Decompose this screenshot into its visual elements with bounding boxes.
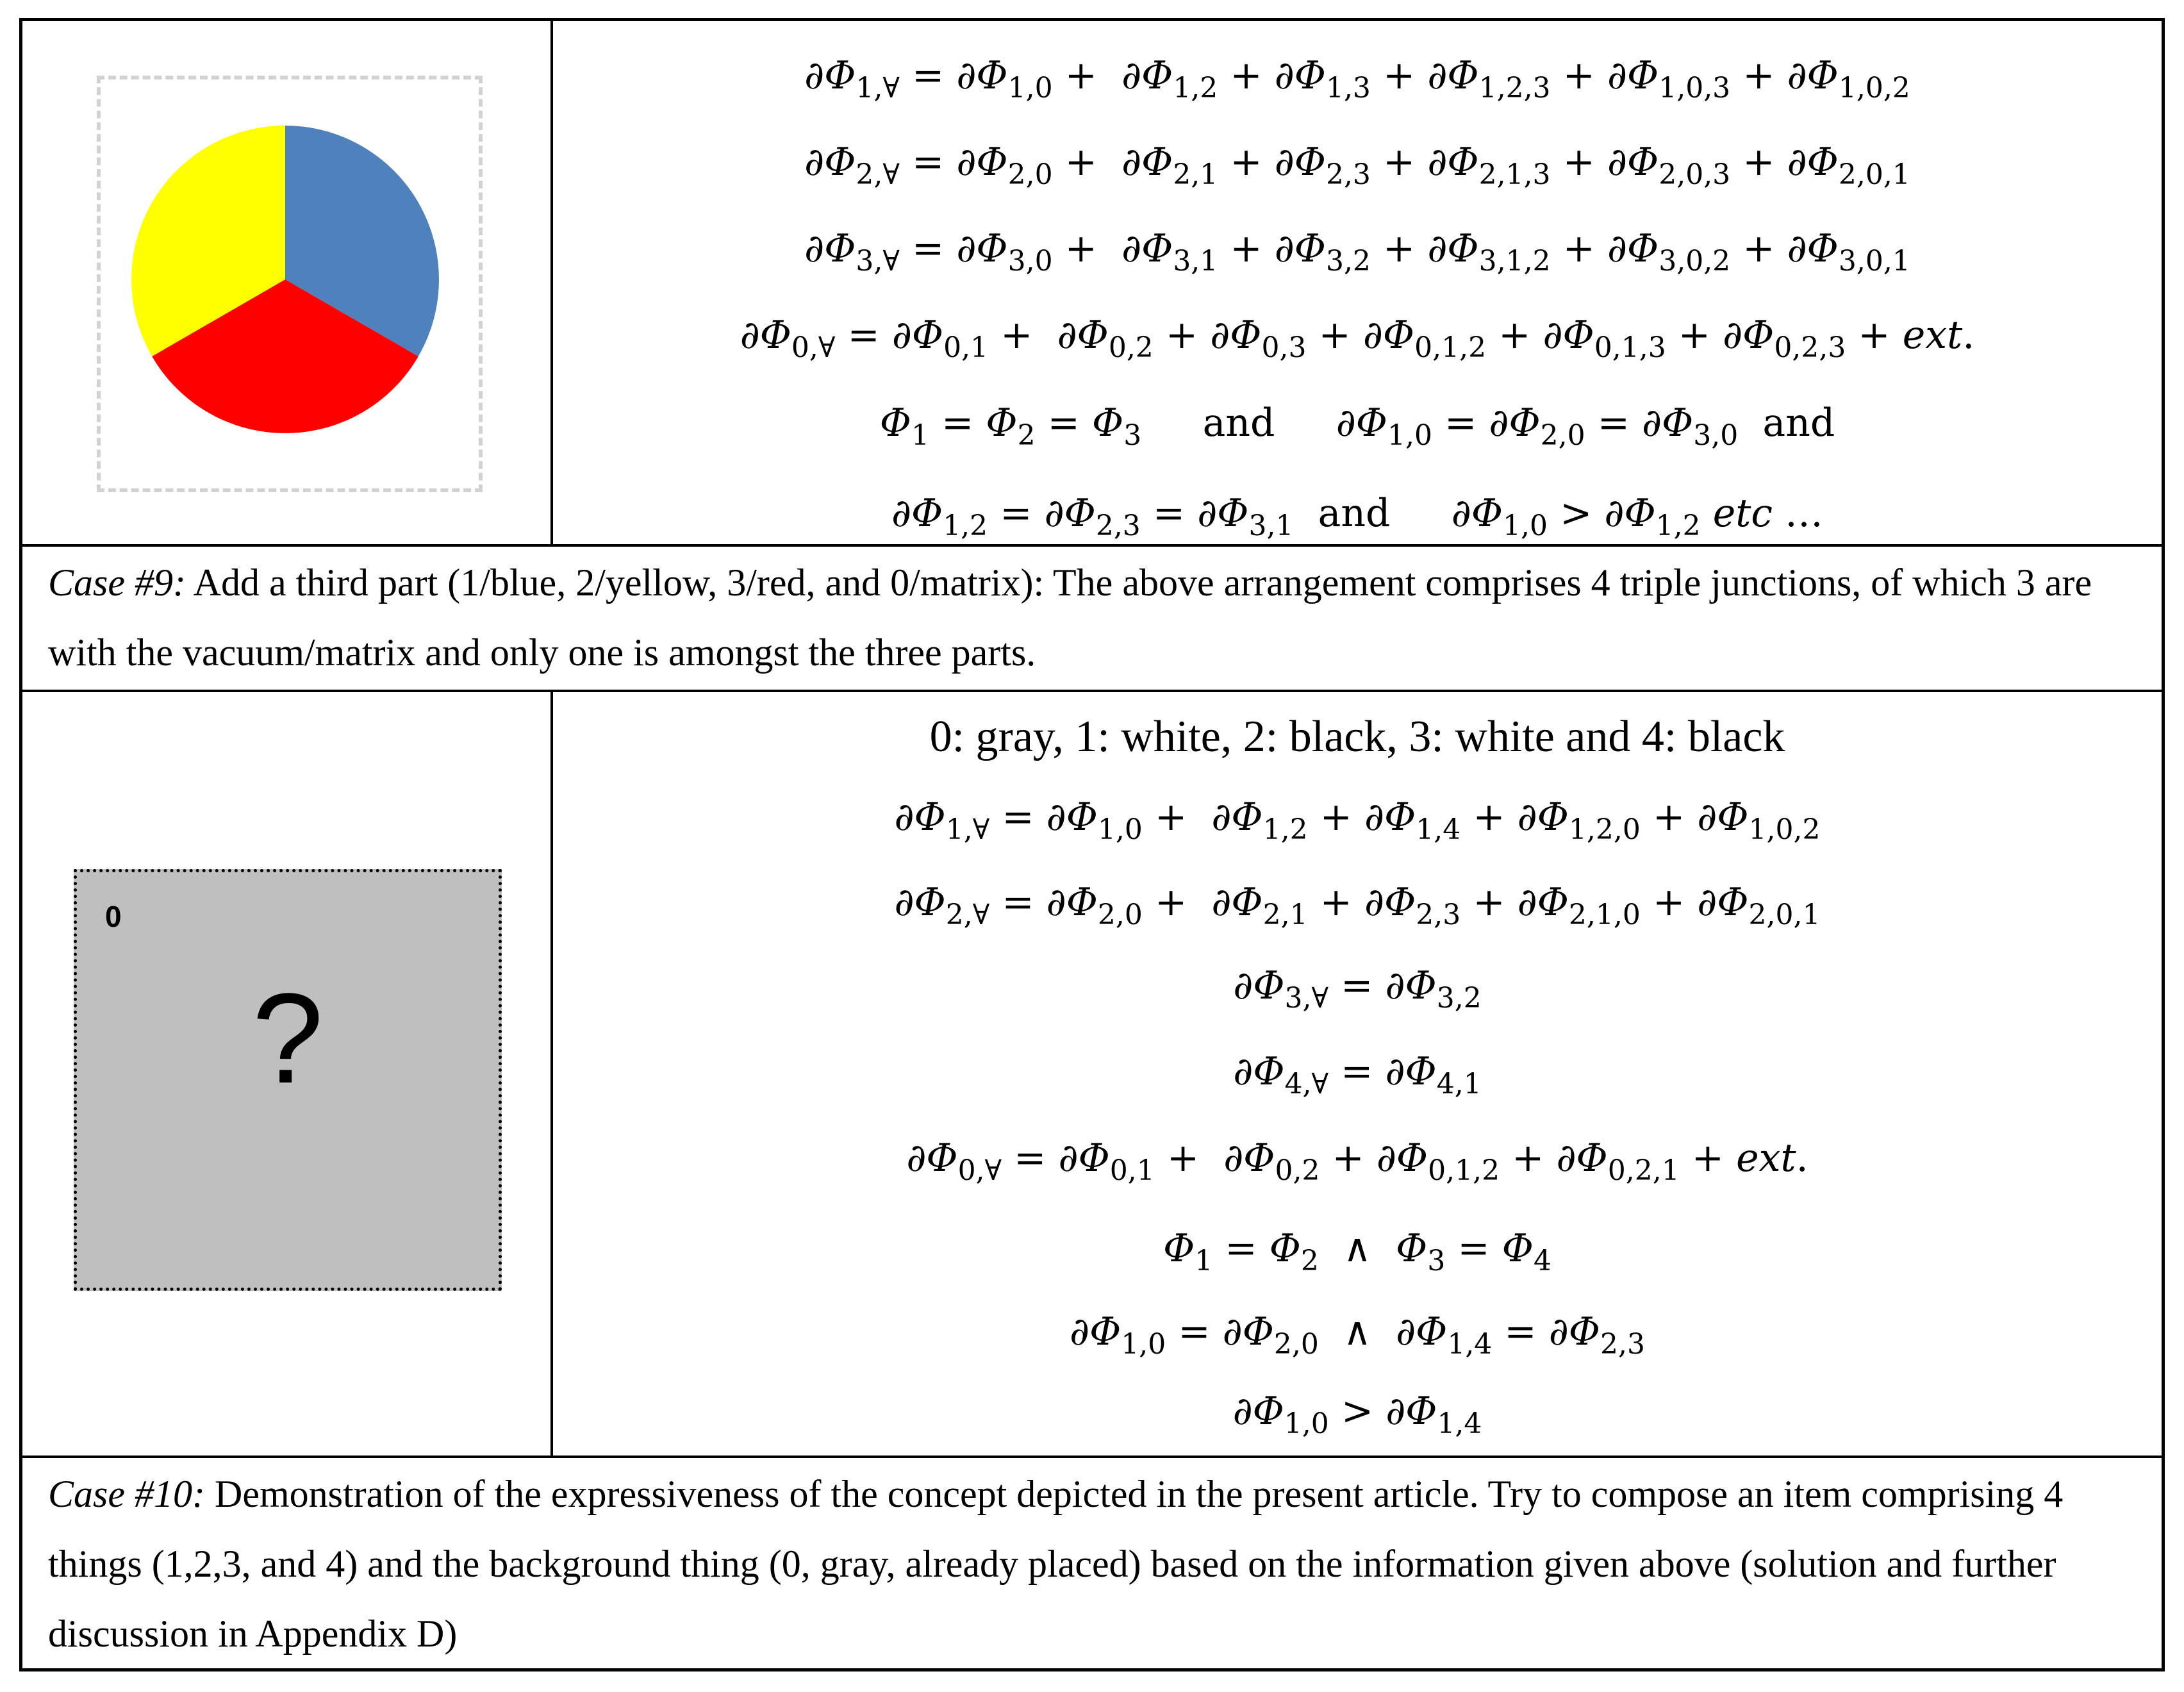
equation-1-3: $\partial\Phi_{3,\forall} = \partial\Phi_{3,0} + \partial\Phi_{3,1} + \partial\Phi_{3,2} + \partial\Phi_{3,1,2} + \partial\Phi_{3,0,2} + \partial\Phi_{3,0,1}$ [804, 226, 1910, 278]
equation-1-4: $\partial\Phi_{0,\forall} = \partial\Phi_{0,1} + \partial\Phi_{0,2} + \partial\Phi_{0,3} + \partial\Phi_{0,1,2} + \partial\Phi_{0,1,3} + \partial\Phi_{0,2,3}$ + ext. [740, 313, 1975, 364]
three-part-pie [131, 126, 452, 446]
case10-row [22, 692, 2162, 1458]
question-box [74, 869, 502, 1291]
case9-caption [48, 548, 2142, 688]
equation-1-2: $\partial\Phi_{2,\forall} = \partial\Phi_{2,0} + \partial\Phi_{2,1} + \partial\Phi_{2,3} + \partial\Phi_{2,1,3} + \partial\Phi_{2,0,3} + \partial\Phi_{2,0,1}$ [804, 140, 1910, 191]
case9-row [22, 21, 2162, 547]
case10-label: Case #10: [48, 1473, 205, 1515]
equation-2-3: $\partial\Phi_{3,\forall} = \partial\Phi_{3,2}$ [1233, 963, 1482, 1015]
figure-table [19, 18, 2165, 1671]
case10-figure-cell [22, 692, 553, 1456]
equation-2-4: $\partial\Phi_{4,\forall} = \partial\Phi_{4,1}$ [1233, 1049, 1482, 1100]
equation-1-5: $\Phi_1 = \Phi_2 = \Phi_3$ and $\partial\Phi_{1,0} = \partial\Phi_{2,0} = \partial\Phi_{3,0}$ and [879, 401, 1835, 452]
case9-label: Case #9: [48, 561, 186, 604]
case9-figure-cell [22, 21, 553, 544]
case10-text: Demonstration of the expressiveness of the concept depicted in the present article. Try to compose an item comprising 4 things (1,2,3, and 4) and the background thing (0, gray, already placed) based on the information given above (solution and further discussion in Appendix D) [48, 1473, 2064, 1655]
background-thing-label: 0 [105, 900, 122, 933]
case9-caption-row [22, 547, 2162, 692]
question-mark-symbol: ? [252, 967, 324, 1110]
equation-2-5: $\partial\Phi_{0,\forall} = \partial\Phi_{0,1} + \partial\Phi_{0,2} + \partial\Phi_{0,1,2} + \partial\Phi_{0,2,1}$ + ext. [906, 1136, 1808, 1187]
case10-equations-cell [553, 692, 2162, 1456]
case10-caption [48, 1459, 2142, 1669]
equation-2-8: $\partial\Phi_{1,0} > \partial\Phi_{1,4}$ [1232, 1389, 1482, 1440]
equation-2-6: $\Phi_1 = \Phi_2$ ∧ $\Phi_3 = \Phi_4$ [1163, 1226, 1551, 1277]
case9-equations-cell [553, 21, 2162, 544]
equation-1-6: $\partial\Phi_{1,2} = \partial\Phi_{2,3} = \partial\Phi_{3,1}$ and $\partial\Phi_{1,0} > \partial\Phi_{1,2}$ etc … [891, 491, 1824, 542]
equation-1-1: $\partial\Phi_{1,\forall} = \partial\Phi_{1,0} + \partial\Phi_{1,2} + \partial\Phi_{1,3} + \partial\Phi_{1,2,3} + \partial\Phi_{1,0,3} + \partial\Phi_{1,0,2}$ [804, 53, 1910, 104]
case10-caption-row [22, 1458, 2162, 1668]
equation-2-7: $\partial\Phi_{1,0} = \partial\Phi_{2,0}$ ∧ $\partial\Phi_{1,4} = \partial\Phi_{2,3}$ [1070, 1309, 1645, 1361]
equation-2-2: $\partial\Phi_{2,\forall} = \partial\Phi_{2,0} + \partial\Phi_{2,1} + \partial\Phi_{2,3} + \partial\Phi_{2,1,0} + \partial\Phi_{2,0,1}$ [894, 880, 1821, 931]
case9-text: Add a third part (1/blue, 2/yellow, 3/red, and 0/matrix): The above arrangement comprises 4 triple junctions, of which 3 are with the vacuum/matrix and only one is amongst the three parts. [48, 561, 2092, 674]
equation-2-1: $\partial\Phi_{1,\forall} = \partial\Phi_{1,0} + \partial\Phi_{1,2} + \partial\Phi_{1,4} + \partial\Phi_{1,2,0} + \partial\Phi_{1,0,2}$ [894, 795, 1821, 846]
color-legend: 0: gray, 1: white, 2: black, 3: white and 4: black [929, 712, 1785, 761]
